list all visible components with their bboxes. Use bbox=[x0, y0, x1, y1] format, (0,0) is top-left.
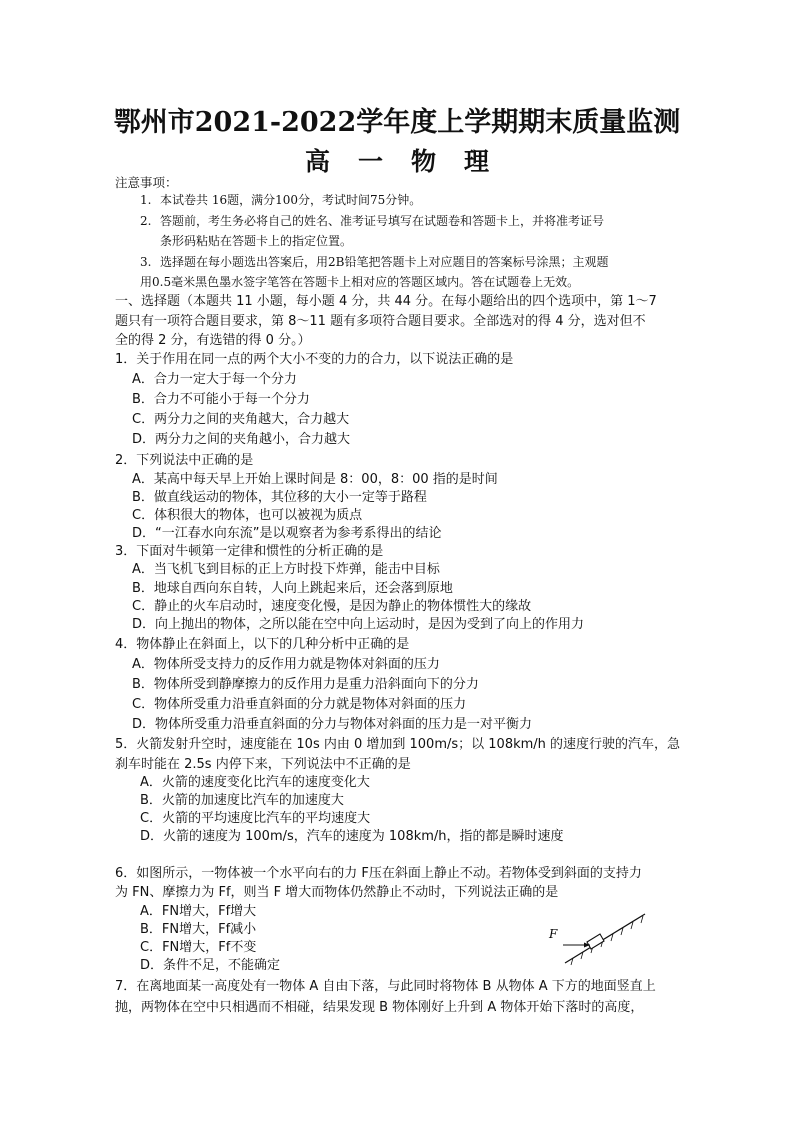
incline-surface bbox=[565, 914, 645, 963]
option: D．条件不足，不能确定 bbox=[140, 958, 281, 973]
subject-char: 高 bbox=[304, 147, 330, 176]
option: C．FN增大，Ff不变 bbox=[140, 940, 257, 955]
incline-hatching bbox=[571, 916, 643, 965]
option: D．物体所受重力沿垂直斜面的分力与物体对斜面的压力是一对平衡力 bbox=[132, 717, 533, 732]
option: D．向上抛出的物体，之所以能在空中向上运动时，是因为受到了向上的作用力 bbox=[132, 617, 585, 632]
note-continuation: 条形码粘贴在答题卡上的指定位置。 bbox=[160, 234, 353, 248]
note-continuation: 用0.5毫米黑色墨水签字笔答在答题卡上相对应的答题区域内。答在试题卷上无效。 bbox=[140, 275, 580, 289]
note-item bbox=[140, 211, 685, 251]
option: B．合力不可能小于每一个分力 bbox=[132, 392, 310, 407]
option: B．物体所受到静摩擦力的反作用力是重力沿斜面向下的分力 bbox=[132, 677, 479, 692]
question-stem: 7．在离地面某一高度处有一物体 A 自由下落，与此同时将物体 B 从物体 A 下方的地面竖直上 bbox=[115, 979, 656, 994]
option: B．地球自西向东自转，人向上跳起来后，还会落到原地 bbox=[132, 581, 453, 596]
option: C．两分力之间的夹角越大，合力越大 bbox=[132, 412, 350, 427]
option: B．FN增大，Ff减小 bbox=[140, 922, 257, 937]
subject-char: 理 bbox=[464, 147, 490, 176]
option: A．物体所受支持力的反作用力就是物体对斜面的压力 bbox=[132, 657, 440, 672]
exam-title: 鄂州市2021-2022学年度上学期期末质量监测 bbox=[113, 107, 681, 138]
option: D．两分力之间的夹角越小，合力越大 bbox=[132, 432, 351, 447]
question-stem: 3．下面对牛顿第一定律和惯性的分析正确的是 bbox=[115, 544, 384, 559]
question-stem-cont: 为 FN、摩擦力为 Ff，则当 F 增大而物体仍然静止不动时，下列说法正确的是 bbox=[115, 885, 559, 900]
note-text: 本试卷共 16题，满分100分，考试时间75分钟。 bbox=[160, 193, 422, 207]
option: C．物体所受重力沿垂直斜面的分力就是物体对斜面的压力 bbox=[132, 697, 467, 712]
note-number: 3. bbox=[140, 255, 152, 269]
option: C．火箭的平均速度比汽车的平均速度大 bbox=[140, 811, 371, 826]
option: B．做直线运动的物体，其位移的大小一定等于路程 bbox=[132, 490, 427, 505]
section-instructions bbox=[115, 292, 685, 351]
section-line: 全的得 2 分，有选错的得 0 分。） bbox=[115, 333, 311, 348]
incline-figure bbox=[545, 908, 655, 968]
note-text: 选择题在每小题选出答案后，用2B铅笔把答题卡上对应题目的答案标号涂黑；主观题 bbox=[160, 255, 609, 269]
option: D．火箭的速度为 100m/s，汽车的速度为 108km/h，指的都是瞬时速度 bbox=[140, 829, 564, 844]
subject-char: 一 bbox=[357, 147, 383, 176]
section-line: 题只有一项符合题目要求，第 8～11 题有多项符合题目要求。全部选对的得 4 分，选对但不 bbox=[115, 313, 646, 329]
question-stem-cont: 刹车时能在 2.5s 内停下来，下列说法中不正确的是 bbox=[115, 757, 411, 772]
question-stem: 2．下列说法中正确的是 bbox=[115, 453, 254, 468]
note-number: 2. bbox=[140, 214, 152, 228]
note-text: 答题前，考生务必将自己的姓名、准考证号填写在试题卷和答题卡上，并将准考证号 bbox=[160, 214, 605, 228]
notes-heading: 注意事项： bbox=[115, 175, 178, 190]
note-item bbox=[140, 190, 685, 210]
subject-char: 物 bbox=[411, 147, 437, 176]
option: A．某高中每天早上开始上课时间是 8：00，8：00 指的是时间 bbox=[132, 472, 498, 487]
note-item bbox=[140, 252, 685, 292]
option: B．火箭的加速度比汽车的加速度大 bbox=[140, 793, 344, 808]
option: C．体积很大的物体，也可以被视为质点 bbox=[132, 508, 363, 523]
option: C．静止的火车启动时，速度变化慢，是因为静止的物体惯性大的缘故 bbox=[132, 599, 532, 614]
question-stem: 4．物体静止在斜面上，以下的几种分析中正确的是 bbox=[115, 637, 410, 652]
option: A．合力一定大于每一个分力 bbox=[132, 372, 297, 387]
option: A．火箭的速度变化比汽车的速度变化大 bbox=[140, 775, 370, 790]
question-stem-cont: 抛，两物体在空中只相遇而不相碰，结果发现 B 物体刚好上升到 A 物体开始下落时的高度， bbox=[115, 1000, 644, 1015]
note-number: 1. bbox=[140, 193, 152, 207]
section-line: 一、选择题（本题共 11 小题，每小题 4 分，共 44 分。在每小题给出的四个选项中，第 1～7 bbox=[115, 294, 657, 309]
force-label: F bbox=[549, 927, 558, 941]
option: D．“一江春水向东流”是以观察者为参考系得出的结论 bbox=[132, 526, 442, 541]
option: A．FN增大，Ff增大 bbox=[140, 904, 257, 919]
question-stem: 6．如图所示，一物体被一个水平向右的力 F压在斜面上静止不动。若物体受到斜面的支持力 bbox=[115, 866, 642, 881]
question-stem: 1．关于作用在同一点的两个大小不变的力的合力，以下说法正确的是 bbox=[115, 352, 514, 367]
option: A．当飞机飞到目标的正上方时投下炸弹，能击中目标 bbox=[132, 562, 440, 577]
question-stem: 5．火箭发射升空时，速度能在 10s 内由 0 增加到 100m/s；以 108km/h 的速度行驶的汽车，急 bbox=[115, 737, 681, 752]
